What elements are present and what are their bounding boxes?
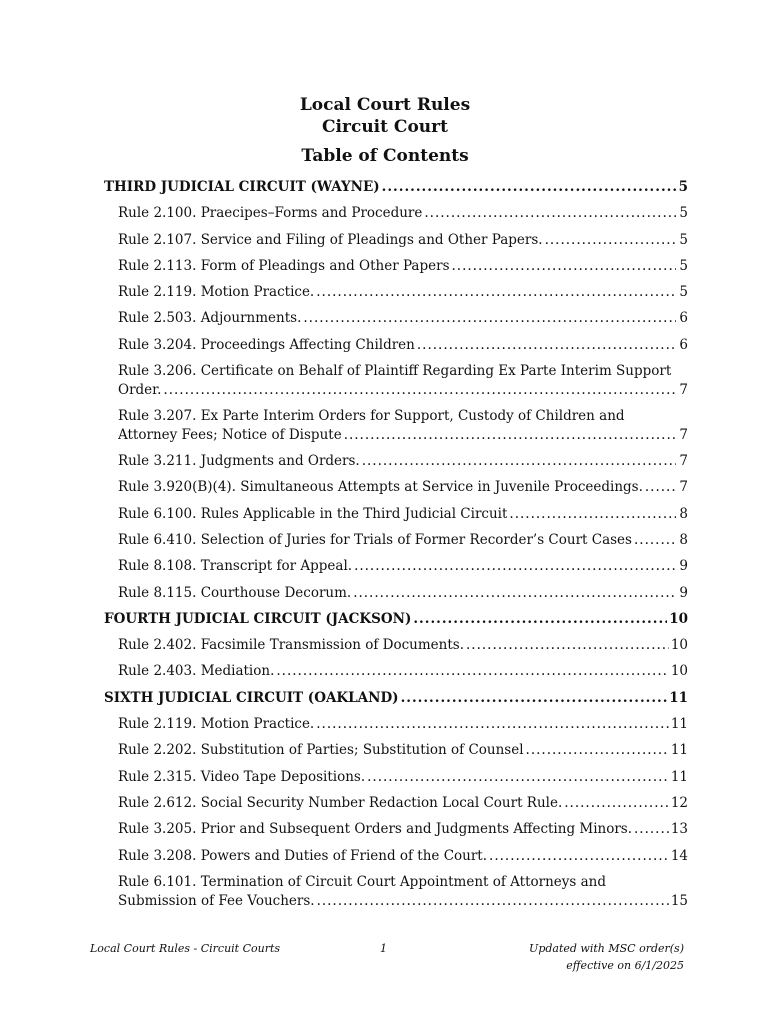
toc-page-number: 5 — [679, 284, 688, 301]
document-title: Local Court Rules — [299, 95, 471, 115]
toc-rule-entry[interactable] — [104, 505, 688, 524]
dot-leader — [526, 741, 669, 760]
toc-page-number: 9 — [679, 584, 688, 601]
toc-rule-entry[interactable] — [104, 794, 688, 813]
toc-entry-continuation — [118, 892, 688, 911]
footer-effective-date: effective on 6/1/2025 — [566, 959, 684, 972]
toc-entry-text: THIRD JUDICIAL CIRCUIT (WAYNE) — [104, 179, 380, 195]
dot-leader — [163, 381, 676, 400]
dot-leader — [413, 610, 667, 629]
dot-leader — [509, 505, 676, 524]
dot-leader — [316, 283, 676, 302]
toc-rule-entry[interactable] — [104, 309, 688, 328]
toc-page-number: 10 — [670, 663, 688, 680]
toc-entry-text: Rule 2.403. Mediation. — [118, 663, 275, 680]
toc-title: Table of Contents — [301, 146, 469, 166]
toc-entry-text: Rule 2.202. Substitution of Parties; Substitution of Counsel — [118, 742, 524, 759]
toc-rule-entry[interactable] — [104, 283, 688, 302]
toc-page-number: 12 — [670, 794, 688, 811]
toc-page-number: 7 — [679, 382, 688, 399]
toc-section-heading[interactable] — [104, 178, 688, 197]
dot-leader — [417, 336, 676, 355]
toc-rule-entry[interactable] — [104, 407, 688, 445]
toc-entry-text: Rule 3.204. Proceedings Affecting Children — [118, 336, 415, 353]
toc-rule-entry[interactable] — [104, 873, 688, 911]
toc-entry-text: Rule 2.113. Form of Pleadings and Other Papers — [118, 257, 450, 274]
toc-rule-entry[interactable] — [104, 584, 688, 603]
toc-entry-continuation — [118, 426, 688, 445]
toc-rule-entry[interactable] — [104, 768, 688, 787]
toc-entry-text-cont: Submission of Fee Vouchers. — [118, 892, 315, 909]
toc-entry-text-cont: Order. — [118, 382, 162, 399]
toc-entry-text: FOURTH JUDICIAL CIRCUIT (JACKSON) — [104, 610, 412, 627]
toc-rule-entry[interactable] — [104, 557, 688, 576]
dot-leader — [401, 689, 668, 708]
dot-leader — [489, 847, 669, 866]
toc-entry-text: SIXTH JUDICIAL CIRCUIT (OAKLAND) — [104, 689, 399, 706]
toc-entry-text-cont: Attorney Fees; Notice of Dispute — [118, 427, 342, 444]
toc-section-heading[interactable] — [104, 689, 688, 708]
toc-page-number: 7 — [679, 479, 688, 496]
toc-rule-entry[interactable] — [104, 362, 688, 400]
dot-leader — [564, 794, 669, 813]
dot-leader — [452, 257, 677, 276]
toc-page-number: 5 — [678, 179, 688, 195]
toc-rule-entry[interactable] — [104, 741, 688, 760]
toc-rule-entry[interactable] — [104, 231, 688, 250]
toc-page-number: 13 — [670, 821, 688, 838]
dot-leader — [354, 557, 676, 576]
toc-rule-entry[interactable] — [104, 820, 688, 839]
toc-page-number: 11 — [670, 768, 688, 785]
footer-update-line: Updated with MSC order(s) — [529, 942, 684, 955]
footer-page-number: 1 — [380, 942, 387, 955]
dot-leader — [634, 820, 669, 839]
toc-page-number: 8 — [679, 531, 688, 548]
dot-leader — [276, 662, 668, 681]
table-of-contents — [104, 178, 688, 918]
document-subtitle: Circuit Court — [322, 117, 448, 137]
toc-page-number: 11 — [670, 716, 688, 733]
toc-page-number: 10 — [670, 637, 688, 654]
toc-entry-text: Rule 2.612. Social Security Number Redaction Local Court Rule. — [118, 794, 563, 811]
toc-entry-text: Rule 2.503. Adjournments. — [118, 310, 302, 327]
footer-document-name: Local Court Rules - Circuit Courts — [90, 942, 281, 955]
toc-entry-text: Rule 3.208. Powers and Duties of Friend of the Court. — [118, 847, 488, 864]
dot-leader — [382, 178, 676, 197]
toc-entry-text: Rule 6.101. Termination of Circuit Court Appointment of Attorneys and — [118, 873, 607, 890]
toc-page-number: 5 — [679, 205, 688, 222]
toc-entry-text: Rule 3.207. Ex Parte Interim Orders for Support, Custody of Children and — [118, 408, 625, 425]
toc-entry-text: Rule 2.315. Video Tape Depositions. — [118, 768, 366, 785]
toc-entry-text: Rule 8.108. Transcript for Appeal. — [118, 558, 353, 575]
toc-rule-entry[interactable] — [104, 715, 688, 734]
toc-entry-text: Rule 6.410. Selection of Juries for Trials of Former Recorder’s Court Cases — [118, 531, 632, 548]
dot-leader — [317, 892, 669, 911]
toc-entry-text: Rule 2.119. Motion Practice. — [118, 284, 315, 301]
toc-entry-text: Rule 2.402. Facsimile Transmission of Documents. — [118, 637, 464, 654]
toc-page-number: 11 — [670, 742, 688, 759]
dot-leader — [316, 715, 669, 734]
toc-page-number: 10 — [669, 610, 688, 627]
toc-entry-text: Rule 3.211. Judgments and Orders. — [118, 453, 360, 470]
toc-page-number: 11 — [669, 689, 688, 706]
toc-rule-entry[interactable] — [104, 478, 688, 497]
dot-leader — [303, 309, 676, 328]
toc-page-number: 9 — [679, 558, 688, 575]
toc-rule-entry[interactable] — [104, 662, 688, 681]
dot-leader — [353, 584, 676, 603]
toc-entry-text: Rule 3.206. Certificate on Behalf of Plaintiff Regarding Ex Parte Interim Support — [118, 363, 672, 380]
toc-page-number: 5 — [679, 257, 688, 274]
toc-entry-continuation — [118, 381, 688, 400]
toc-page-number: 7 — [679, 427, 688, 444]
dot-leader — [344, 426, 676, 445]
toc-rule-entry[interactable] — [104, 636, 688, 655]
dot-leader — [645, 478, 676, 497]
toc-page-number: 6 — [679, 336, 688, 353]
toc-page-number: 15 — [670, 892, 688, 909]
toc-entry-text: Rule 2.119. Motion Practice. — [118, 716, 315, 733]
dot-leader — [466, 636, 669, 655]
dot-leader — [424, 204, 676, 223]
toc-page-number: 6 — [679, 310, 688, 327]
toc-page-number: 8 — [679, 505, 688, 522]
toc-entry-text: Rule 6.100. Rules Applicable in the Third Judicial Circuit — [118, 505, 508, 522]
toc-page-number: 5 — [679, 231, 688, 248]
toc-rule-entry[interactable] — [104, 336, 688, 355]
toc-rule-entry[interactable] — [104, 204, 688, 223]
toc-rule-entry[interactable] — [104, 257, 688, 276]
footer-update-note — [529, 940, 684, 974]
toc-page-number: 14 — [670, 847, 688, 864]
dot-leader — [634, 531, 676, 550]
toc-entry-text: Rule 8.115. Courthouse Decorum. — [118, 584, 352, 601]
toc-entry-text: Rule 2.107. Service and Filing of Pleadings and Other Papers. — [118, 231, 543, 248]
dot-leader — [362, 452, 676, 471]
dot-leader — [545, 231, 676, 250]
toc-entry-text: Rule 3.920(B)(4). Simultaneous Attempts at Service in Juvenile Proceedings. — [118, 479, 643, 496]
toc-rule-entry[interactable] — [104, 847, 688, 866]
toc-entry-text: Rule 3.205. Prior and Subsequent Orders and Judgments Affecting Minors. — [118, 821, 633, 838]
toc-page-number: 7 — [679, 453, 688, 470]
toc-section-heading[interactable] — [104, 610, 688, 629]
dot-leader — [367, 768, 669, 787]
toc-entry-text: Rule 2.100. Praecipes–Forms and Procedure — [118, 205, 423, 222]
toc-rule-entry[interactable] — [104, 531, 688, 550]
toc-rule-entry[interactable] — [104, 452, 688, 471]
document-header — [0, 94, 770, 167]
